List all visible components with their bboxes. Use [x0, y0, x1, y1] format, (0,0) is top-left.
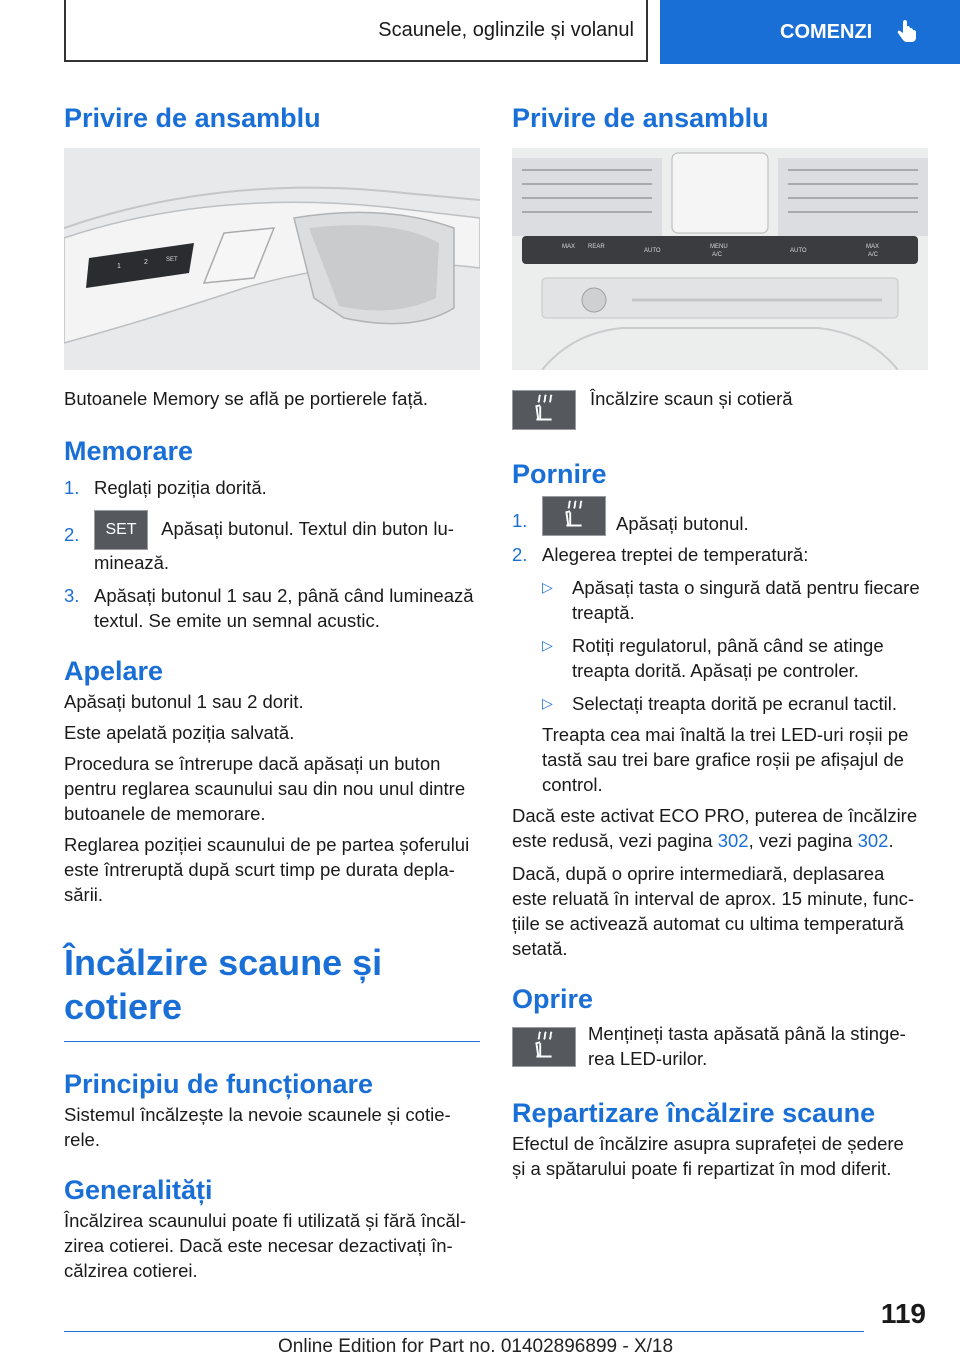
- console-label-ac: A/C: [712, 252, 723, 258]
- list-item: 1. Reglați poziția dorită.: [64, 477, 267, 498]
- page-link[interactable]: 302: [857, 830, 889, 851]
- section-title: Scaunele, oglinzile și volanul: [378, 18, 634, 41]
- console-label-menu: MENU: [710, 244, 728, 250]
- heading-stop: Oprire: [512, 984, 594, 1014]
- general-text: Încălzirea scaunului poate fi utilizată și fără încăl- zirea cotierei. Dacă este necesar dezactivați în- călzirea cotierei.: [64, 1210, 467, 1281]
- store-steps-list: [64, 475, 480, 633]
- console-label-ac-2: A/C: [868, 252, 879, 258]
- recall-text: Este apelată poziția salvată.: [64, 722, 295, 743]
- stop-text: Mențineți tasta apăsată până la stinge- rea LED-urilor.: [588, 1023, 906, 1069]
- resume-text: Dacă, după o oprire intermediară, deplasarea este reluată în interval de aprox. 15 minute, func- țiile se activează automat cu ultima temperatură setată.: [512, 863, 915, 959]
- heading-general: Generalități: [64, 1175, 213, 1205]
- recall-text: Reglarea poziției scaunului de pe partea șoferului este întreruptă după scurt timp pe durata depla- sării.: [64, 834, 470, 905]
- bullet-item: ▷ Selectați treapta dorită pe ecranul tactil.: [542, 693, 897, 714]
- bullet-item: ▷ Rotiți regulatorul, până când se atinge treapta dorită. Apăsați pe controler.: [542, 635, 884, 681]
- set-button-icon: SET: [94, 510, 148, 550]
- heading-store: Memorare: [64, 436, 194, 466]
- seat-heating-icon: [542, 496, 606, 536]
- list-item: 3. Apăsați butonul 1 sau 2, până când luminează textul. Se emite un semnal acustic.: [64, 585, 474, 631]
- seat-heating-icon: [512, 1027, 576, 1067]
- heading-recall: Apelare: [64, 656, 164, 686]
- level-note: Treapta cea mai înaltă la trei LED-uri roșii pe tastă sau trei bare grafice roșii pe afișajul de control.: [542, 724, 909, 795]
- list-item: 2. SET Apăsați butonul. Textul din buton lu- minează.: [64, 510, 480, 575]
- heading-rule: [64, 1041, 480, 1042]
- heading-principle: Principiu de funcționare: [64, 1069, 374, 1099]
- console-label-rear: REAR: [588, 244, 605, 250]
- recall-text: Apăsați butonul 1 sau 2 dorit.: [64, 691, 304, 712]
- start-steps-list: [512, 496, 928, 797]
- recall-text: Procedura se întrerupe dacă apăsați un buton pentru reglarea scaunului sau din nou unul dintre butoanele de memorare.: [64, 753, 466, 824]
- chapter-label: COMENZI: [780, 20, 873, 43]
- page-link[interactable]: 302: [717, 830, 749, 851]
- door-memory-buttons-image: [64, 148, 480, 370]
- heading-overview-memory: Privire de ansamblu: [64, 103, 321, 133]
- climate-console-image: [512, 148, 928, 370]
- header-section-title: [64, 0, 648, 62]
- console-label-auto-2: AUTO: [790, 248, 807, 254]
- console-label-max: MAX: [562, 244, 576, 250]
- console-label-auto: AUTO: [644, 248, 661, 254]
- bullet-item: ▷ Apăsați tasta o singură dată pentru fiecare treaptă.: [542, 577, 920, 623]
- door-button-2: 2: [144, 259, 148, 266]
- heading-seat-heating: Încălzire scaune și cotiere: [64, 942, 383, 1027]
- seat-heating-caption: Încălzire scaun și cotieră: [590, 388, 793, 409]
- seat-heating-icon: [512, 390, 576, 430]
- eco-pro-text: Dacă este activat ECO PRO, puterea de încălzire este redusă, vezi pagina 302, vezi pagina 302.: [512, 805, 918, 851]
- door-button-set: SET: [166, 257, 178, 263]
- left-column: [64, 100, 480, 1283]
- page-number: 119: [880, 1298, 926, 1329]
- footer-text: Online Edition for Part no. 01402896899 - X/18: [278, 1336, 674, 1357]
- distribution-text: Efectul de încălzire asupra suprafeței de ședere și a spătarului poate fi repartizat în mod diferit.: [512, 1133, 904, 1179]
- door-button-1: 1: [117, 263, 121, 270]
- console-label-max-2: MAX: [866, 244, 880, 250]
- right-column: [512, 100, 928, 1181]
- principle-text: Sistemul încălzește la nevoie scaunele și cotie- rele.: [64, 1104, 451, 1150]
- footer-rule: [64, 1331, 864, 1332]
- bullet-list: [542, 575, 928, 716]
- heading-overview-heating: Privire de ansamblu: [512, 103, 769, 133]
- list-item: 2. Alegerea treptei de temperatură: ▷ Apăsați tasta o singură dată pentru fiecare treaptă. ▷ Rotiți regulatorul, până când se atinge treapta dorită. Apăsați pe controler. ▷ Selectați treapta dorită pe ecranul tactil. Treapta cea mai înaltă la trei LED-uri roșii pe tastă sau trei bare grafice roșii pe afișajul de control.: [512, 542, 928, 797]
- list-item: 1. Apăsați butonul.: [512, 496, 928, 536]
- hand-pointer-icon: [894, 19, 920, 45]
- heading-distribution: Repartizare încălzire scaune: [512, 1098, 876, 1128]
- chapter-tab[interactable]: [660, 0, 960, 64]
- door-caption: Butoanele Memory se află pe portierele față.: [64, 388, 429, 409]
- heading-start: Pornire: [512, 459, 607, 489]
